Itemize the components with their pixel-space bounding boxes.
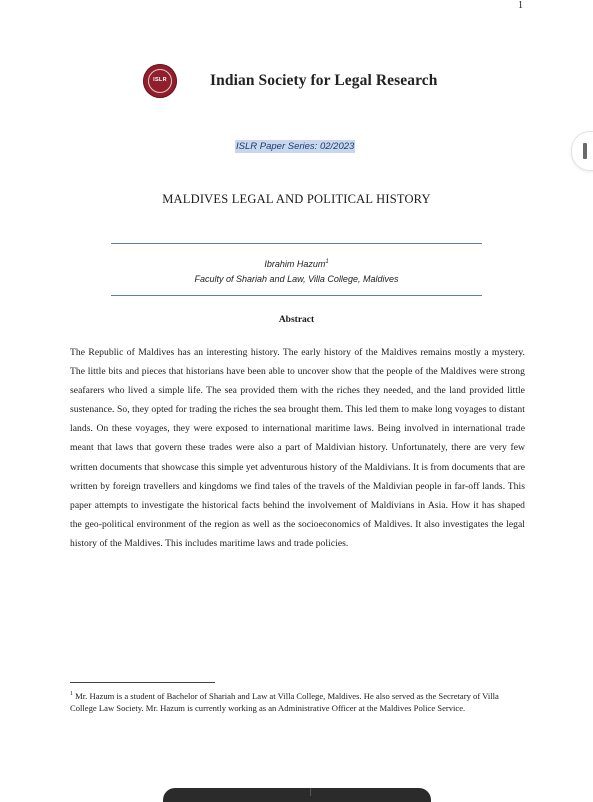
author-rule-bottom xyxy=(111,295,482,296)
islr-logo xyxy=(143,64,177,98)
paper-series-label: ISLR Paper Series: 02/2023 xyxy=(236,141,355,152)
author-footnote-marker[interactable]: 1 xyxy=(325,259,329,265)
author-block xyxy=(0,255,593,287)
footnote-text: Mr. Hazum is a student of Bachelor of Shariah and Law at Villa College, Maldives. He also served as the Secretary of Villa College Law Society. Mr. Hazum is currently working as an Administrative Officer at the Maldives Police Service. xyxy=(70,690,499,713)
footnote-separator xyxy=(70,682,215,683)
logo-text: ISLR xyxy=(153,77,167,83)
abstract-body: The Republic of Maldives has an interesting history. The early history of the Maldives remains mostly a mystery. The little bits and pieces that historians have been able to uncover show that the people of the Maldives were strong seafarers who lived a simple life. The sea provided them with the riches they needed, and the land provided little sustenance. So, they opted for trading the riches the sea brought them. This led them to make long voyages to distant lands. On these voyages, they were exposed to international maritime laws. Being involved in international trade meant that laws that govern these trades were also a part of Maldivian history. Unfortunately, there are very few written documents that showcase this simple yet adventurous history of the Maldivians. It is from documents that are written by foreign travellers and kingdoms we find tales of the travels of the Maldivian people in far-off lands. This paper attempts to investigate the historical facts behind the involvement of Maldivians in Asia. How it has shaped the geo-political environment of the region as well as the socioeconomics of Maldives. It also investigates the legal history of the Maldives. This includes maritime laws and trade policies. xyxy=(70,347,526,549)
author-rule-top xyxy=(111,243,482,244)
side-panel-handle[interactable] xyxy=(571,131,593,171)
bottom-toolbar[interactable] xyxy=(163,788,431,802)
footnote xyxy=(70,688,522,714)
footnote-marker: 1 xyxy=(70,691,73,697)
organization-name: Indian Society for Legal Research xyxy=(210,72,438,89)
page-number: 1 xyxy=(518,0,523,11)
author-name: Ibrahim Hazum xyxy=(264,259,326,269)
abstract-heading: Abstract xyxy=(278,315,315,325)
author-line xyxy=(0,255,593,272)
handle-grip-icon xyxy=(583,143,587,159)
author-affiliation: Faculty of Shariah and Law, Villa College, Maldives xyxy=(194,274,399,284)
paper-title: MALDIVES LEGAL AND POLITICAL HISTORY xyxy=(162,192,431,206)
document-header xyxy=(143,63,437,99)
